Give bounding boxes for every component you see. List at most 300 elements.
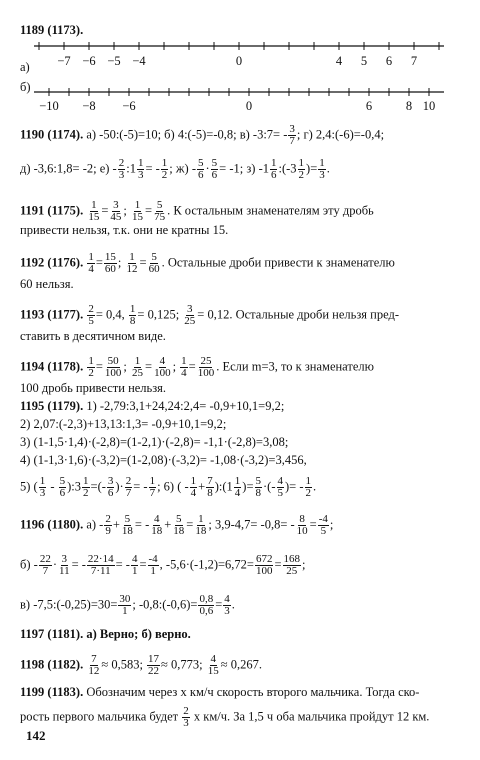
nl-b-label: −8 [82,99,96,113]
text: :1 [126,161,136,176]
problem-number: 1190 (1174). [20,127,84,142]
page-number: 142 [26,728,46,743]
text: · [205,161,210,176]
fraction [270,158,278,181]
fraction [197,158,205,181]
fraction [180,356,188,379]
fraction [104,356,123,379]
fraction [207,654,220,677]
text: + [164,517,172,532]
text: = [186,517,194,532]
numerator: 7 [207,475,213,487]
text: . [231,597,235,612]
numerator: 7 [91,653,97,665]
numerator: 22·14 [87,553,114,565]
fraction [126,252,139,275]
fraction [104,252,117,275]
fraction [283,554,302,577]
denominator: 22 [148,665,160,677]
text: , -5,6·(-1,2)=6,72= [159,557,254,572]
denominator: 12 [88,665,100,677]
numerator: 1 [129,303,136,315]
numerator: 4 [277,475,283,487]
number-line-b-tag: б) [20,80,31,94]
denominator: 18 [195,525,207,537]
problem-1196-line-b [20,554,472,577]
fraction [223,594,231,617]
text: д) -3,6:1,8= -2; е) - [20,161,117,176]
text: = [145,203,153,218]
denominator: 45 [110,211,122,223]
numerator: 3 [289,123,295,135]
text: + [112,517,120,532]
text: = - [134,517,150,532]
denominator: 6 [107,487,114,499]
denominator: 9 [105,525,111,537]
text: = -1; з) -1 [219,161,269,176]
text: = 0,4, [95,307,125,322]
fraction [318,514,329,537]
fraction [129,304,137,327]
problem-1194-line1 [20,356,472,379]
problem-1199-line2 [20,706,472,729]
fraction [118,594,131,617]
text: ; [123,359,127,374]
text: ≈ 0,267. [220,657,263,672]
text: Обозначим через x км/ч скорость второго мальчика. Тогда ско- [86,685,420,699]
nl-b-label: 10 [422,99,436,113]
problem-1191-line1 [20,200,472,223]
numerator: 30 [119,593,131,605]
fraction [87,356,95,379]
text: )= [306,161,318,176]
numerator: 2 [125,475,132,487]
fraction [104,514,112,537]
numerator: 17 [148,653,160,665]
fraction [255,554,274,577]
fraction [149,476,157,499]
fraction [148,554,159,577]
denominator: 100 [197,367,215,379]
denominator: 5 [320,525,327,537]
numerator: 1 [129,251,135,263]
denominator: 4 [234,487,241,499]
numerator: 1 [83,475,89,487]
fraction [87,304,95,327]
text: 5) ( [20,479,38,494]
numerator: 2 [118,157,125,169]
text: ; г) 2,4:(-6)=-0,4; [296,127,385,142]
numerator: 1 [198,513,204,525]
fraction [59,476,67,499]
denominator: 1 [131,565,138,577]
numerator: 1 [161,157,168,169]
problem-1195-line1 [20,398,472,414]
denominator: 3 [118,169,125,181]
text: 1) -2,79:3,1+24,24:2,4= -0,9+10,1=9,2; [86,399,285,413]
fraction [125,476,133,499]
problem-1194-line2: 100 дробь привести нельзя. [20,381,167,395]
fraction [82,476,90,499]
numerator: 3 [113,199,119,211]
text: = - [115,557,130,572]
text: - [47,479,58,494]
fraction [161,158,169,181]
numerator: 0,8 [199,593,214,605]
numerator: 2 [88,303,94,315]
problem-1195-line2: 2) 2,07:(-2,3)+13,13:1,3= -0,9+10,1=9,2; [20,417,227,431]
fraction [190,476,198,499]
text: ; 3,9-4,7= -0,8= - [208,517,295,532]
text: )= [242,479,254,494]
numerator: 15 [104,251,116,263]
numerator: 3 [107,475,114,487]
problem-1190-line2 [20,158,472,181]
numerator: 1 [88,355,94,367]
problem-1190-line1 [20,124,472,147]
denominator: 1 [150,565,156,577]
fraction [148,252,161,275]
problem-number: 1193 (1177). [20,307,84,322]
problem-number: 1197 (1181). [20,627,84,641]
numerator: 4 [153,513,160,525]
number-line-a [34,40,446,80]
denominator: 25 [132,367,143,379]
text: = [188,359,196,374]
nl-a-label: −6 [82,54,96,68]
fraction [153,200,166,223]
numerator: 672 [255,553,273,565]
problem-1198-line [20,654,472,677]
text: ; [172,359,177,374]
numerator: 1 [88,251,94,263]
text: = - [133,479,148,494]
denominator: 4 [181,367,187,379]
numerator: 2 [183,705,189,717]
denominator: 6 [270,169,277,181]
denominator: 75 [154,211,166,223]
numerator: 1 [91,199,97,211]
fraction [118,158,126,181]
text: ; -0,8:(-0,6)= [132,597,198,612]
text: = [309,517,317,532]
fraction [198,594,214,617]
text: =(- [90,479,106,494]
text: = [139,255,147,270]
numerator: 25 [200,355,212,367]
nl-a-label: 4 [335,54,343,68]
fraction [109,200,122,223]
numerator: 3 [61,553,68,565]
denominator: 18 [121,525,133,537]
nl-a-label: 7 [410,54,418,68]
denominator: 3 [39,487,46,499]
numerator: 1 [149,475,156,487]
denominator: 6 [197,169,204,181]
denominator: 4 [190,487,197,499]
fraction [150,514,163,537]
denominator: 7 [149,487,156,499]
fraction [87,554,115,577]
numerator: 1 [134,199,141,211]
fraction [197,356,216,379]
fraction [172,514,185,537]
numerator: 22 [39,553,51,565]
denominator: 8 [207,487,213,499]
numerator: 1 [181,355,187,367]
number-line-a-tag: а) [20,60,30,74]
numerator: 1 [319,157,325,169]
text: б) - [20,557,38,572]
fraction [39,476,47,499]
denominator: 2 [83,487,89,499]
denominator: 7 [42,565,49,577]
nl-a-label: −5 [107,54,121,68]
problem-1193-line2: ставить в десятичном виде. [20,329,166,343]
denominator: 2 [298,169,305,181]
numerator: 5 [124,513,131,525]
text: в) -7,5:(-0,25)=30= [20,597,118,612]
fraction [87,200,100,223]
numerator: 5 [197,157,204,169]
fraction [183,304,196,327]
text: = - [71,557,86,572]
text: = [95,255,103,270]
denominator: 3 [224,605,230,617]
nl-b-label: 0 [245,99,253,113]
nl-a-label: 6 [385,54,393,68]
problem-1193-line1 [20,304,472,327]
numerator: 5 [211,157,218,169]
text: = [274,557,282,572]
problem-number: 1191 (1175). [20,203,84,218]
text: ; [123,203,127,218]
problem-1196-line-v [20,594,472,617]
denominator: 8 [129,315,136,327]
fraction [318,158,326,181]
numerator: 8 [299,513,305,525]
denominator: 7·11 [90,565,111,577]
text: ):(1 [214,479,233,494]
denominator: 2 [88,367,94,379]
text: = [145,359,153,374]
fraction [211,158,219,181]
fraction [305,476,313,499]
numerator: 1 [270,157,277,169]
denominator: 5 [88,315,94,327]
text: = [95,359,103,374]
text: )· [115,479,124,494]
numerator: 4 [159,355,166,367]
nl-a-label: 0 [235,54,243,68]
denominator: 6 [211,169,218,181]
numerator: 5 [151,251,157,263]
fraction [39,554,52,577]
fraction [234,476,242,499]
problem-number: 1198 (1182). [20,657,84,672]
text: = - [145,161,160,176]
denominator: 18 [173,525,185,537]
numerator: 1 [134,355,141,367]
problem-1192-line2: 60 нельзя. [20,277,74,291]
problem-1195-line5 [20,476,472,499]
denominator: 2 [305,487,311,499]
fraction [182,706,190,729]
text: . Если m=3, то к знаменателю [216,359,374,374]
denominator: 100 [154,367,171,379]
problem-number: 1194 (1178). [20,359,84,374]
numerator: 4 [210,653,217,665]
problem-number: 1199 (1183). [20,685,84,699]
denominator: 7 [289,135,295,147]
text: . Остальные дроби привести к знаменателю [161,255,395,270]
fraction [153,356,172,379]
numerator: 1 [137,157,144,169]
denominator: 3 [319,169,325,181]
nl-b-label: −10 [39,99,59,113]
problem-1199-line1 [20,684,472,700]
denominator: 25 [286,565,298,577]
fraction [194,514,207,537]
number-line-b-svg [34,88,446,118]
numerator: -4 [318,513,328,525]
numerator: 5 [176,513,182,525]
denominator: 3 [183,717,189,729]
denominator: 12 [126,263,138,275]
nl-b-label: 6 [365,99,373,113]
text: ; ж) - [169,161,196,176]
problem-1196-line-a [20,514,472,537]
denominator: 0,6 [199,605,214,617]
problem-number: 1196 (1180). [20,517,84,532]
fraction [298,158,306,181]
nl-a-label: 5 [360,54,368,68]
text: а) - [86,517,104,532]
text: ; [302,557,306,572]
numerator: 5 [156,199,163,211]
numerator: -4 [148,553,158,565]
numerator: 1 [234,475,241,487]
fraction [107,476,115,499]
problem-1197-line [20,626,472,642]
nl-a-label: −4 [132,54,146,68]
fraction [296,514,309,537]
problem-1191-line2: привести нельзя, т.к. они не кратны 15. [20,223,229,237]
denominator: 2 [161,169,168,181]
text: )= - [285,479,304,494]
nl-a-label: −7 [57,54,71,68]
denominator: 100 [255,565,273,577]
text: x км/ч. За 1,5 ч оба мальчика пройдут 12 км. [193,709,430,724]
denominator: 7 [125,487,132,499]
denominator: 60 [148,263,160,275]
fraction [131,200,144,223]
text: . К остальным знаменателям эту дробь [167,203,374,218]
text: ; [117,255,122,270]
numerator: 5 [59,475,66,487]
denominator: 100 [104,367,122,379]
denominator: 15 [207,665,219,677]
fraction [87,252,95,275]
denominator: 60 [104,263,116,275]
denominator: 6 [59,487,66,499]
text: ·(- [263,479,276,494]
denominator: 4 [88,263,94,275]
nl-b-label: −6 [122,99,136,113]
denominator: 1 [122,605,128,617]
nl-b-label: 8 [405,99,413,113]
number-line-b [34,88,446,118]
problem-1189-number: 1189 (1173). [20,23,84,37]
text: рость первого мальчика будет [20,709,179,724]
fraction [131,554,139,577]
denominator: 11 [58,565,70,577]
numerator: 50 [107,355,119,367]
fraction [121,514,134,537]
text: + [198,479,206,494]
numerator: 2 [105,513,111,525]
numerator: 1 [190,475,197,487]
fraction [58,554,71,577]
numerator: 1 [39,475,46,487]
numerator: 4 [131,553,138,565]
denominator: 15 [88,211,100,223]
problem-number: 1195 (1179). [20,399,84,413]
text: ):3 [67,479,82,494]
problem-1195-line4: 4) (1-1,3·1,6)·(-3,2)=(1-2,08)·(-3,2)= -1,08·(-3,2)=3,456, [20,453,307,467]
numerator: 1 [298,157,305,169]
numerator: 4 [224,593,230,605]
denominator: 8 [255,487,261,499]
text: = [139,557,147,572]
fraction [206,476,214,499]
fraction [277,476,285,499]
text: ; [329,517,334,532]
denominator: 18 [151,525,163,537]
fraction [87,654,100,677]
fraction [131,356,144,379]
problem-1192-line1 [20,252,472,275]
text: ≈ 0,773; [161,657,203,672]
fraction [147,654,160,677]
text: ; 6) ( - [157,479,189,494]
text: . [313,479,317,494]
numerator: 5 [255,475,261,487]
problem-1195-line3: 3) (1-1,5·1,4)·(-2,8)=(1-2,1)·(-2,8)= -1,1·(-2,8)=3,08; [20,435,289,449]
fraction [288,124,296,147]
denominator: 3 [137,169,144,181]
denominator: 5 [277,487,283,499]
text: :(-3 [278,161,297,176]
numerator: 1 [305,475,311,487]
numerator: 3 [187,303,193,315]
text: ≈ 0,583; [101,657,143,672]
fraction [255,476,263,499]
text: а) Верно; б) верно. [86,627,191,641]
text: . [326,161,330,176]
text: = [215,597,223,612]
numerator: 168 [283,553,301,565]
text: = 0,125; [137,307,180,322]
text: · [52,557,57,572]
denominator: 25 [184,315,196,327]
problem-number: 1192 (1176). [20,255,84,270]
fraction [137,158,145,181]
text: а) -50:(-5)=10; б) 4:(-5)=-0,8; в) -3:7= - [86,127,288,142]
denominator: 15 [132,211,143,223]
text: = [101,203,109,218]
denominator: 10 [296,525,308,537]
